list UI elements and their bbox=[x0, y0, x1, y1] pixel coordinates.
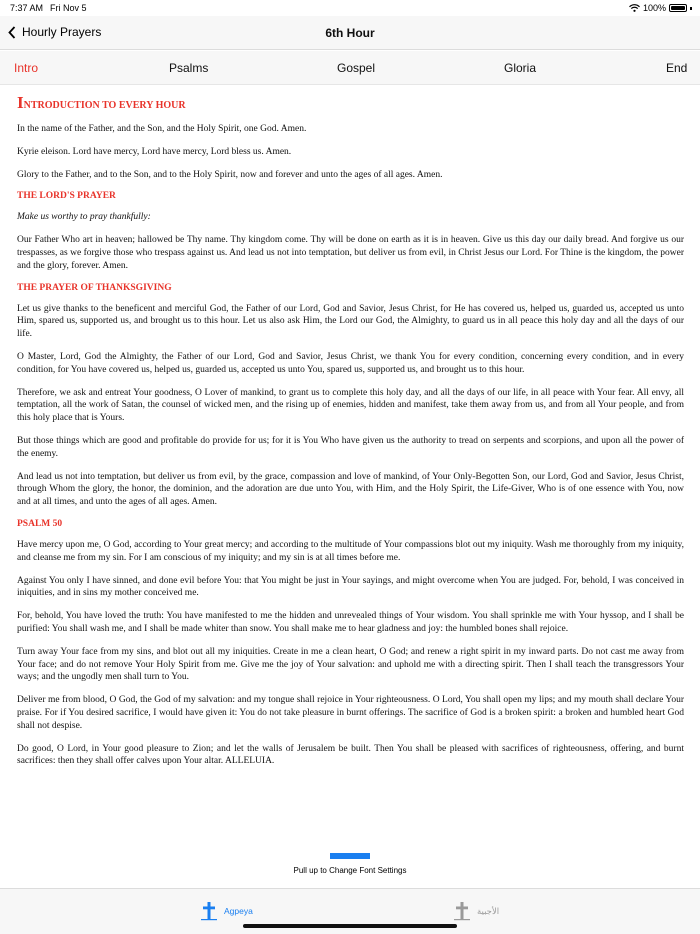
font-settings-drag-handle[interactable] bbox=[330, 853, 370, 859]
tab-agpeya-label: Agpeya bbox=[224, 906, 253, 916]
psalm-heading: PSALM 50 bbox=[17, 518, 63, 529]
tab-arabic-label: الأجبية bbox=[477, 905, 500, 916]
tab-gospel[interactable]: Gospel bbox=[337, 61, 376, 75]
navigation-bar bbox=[0, 16, 700, 50]
lords-prayer-intro: Make us worthy to pray thankfully: bbox=[17, 212, 151, 223]
tab-end[interactable]: End bbox=[666, 61, 688, 75]
battery-cap bbox=[690, 7, 692, 10]
heading-rest: NTRODUCTION TO EVERY HOUR bbox=[23, 100, 186, 111]
status-right bbox=[629, 3, 692, 13]
status-date: Fri Nov 5 bbox=[50, 3, 87, 13]
home-indicator[interactable] bbox=[243, 924, 457, 928]
tab-psalms[interactable]: Psalms bbox=[169, 61, 209, 75]
paragraph: Kyrie eleison. Lord have mercy, Lord have mercy, Lord bless us. Amen. bbox=[17, 146, 292, 157]
cross-icon bbox=[453, 901, 471, 921]
paragraph: Our Father Who art in heaven; hallowed be Thy name. Thy kingdom come. Thy will be done on earth as it is in heaven. Give us this day our daily bread. And forgive us our trespasses, as we forgive those who trespass against us. And lead us not into temptation, but deliver us from evil, in Christ Jesus our Lord. For Thine is the kingdom, the power and the glory, forever. Amen. bbox=[17, 235, 684, 271]
status-time: 7:37 AM bbox=[10, 3, 44, 13]
paragraph: O Master, Lord, God the Almighty, the Father of our Lord, God and Savior, Jesus Christ, we thank You for every condition, concerning every condition, and in every condition, for You have covered us, helped us, guarded us, accepted us unto You, spared us, supported us, and brought us to this hour. bbox=[17, 351, 684, 375]
introduction-heading bbox=[17, 93, 684, 113]
paragraph: Deliver me from blood, O God, the God of my salvation: and my tongue shall rejoice in Your righteousness. O Lord, You shall open my lips; and my mouth shall declare Your praise. For if You desired sacrifice, I would have given it: You do not take pleasure in burnt offerings. The sacrifice of God is a broken spirit: a broken and humbled heart God shall not despise. bbox=[17, 695, 684, 731]
tab-arabic-agpeya[interactable] bbox=[453, 901, 499, 921]
paragraph: But those things which are good and profitable do provide for us; for it is You Who have given us the authority to tread on serpents and scorpions, and upon all the power of the enemy. bbox=[17, 435, 684, 459]
lords-prayer-heading: THE LORD'S PRAYER bbox=[17, 191, 116, 202]
section-tabs bbox=[0, 51, 700, 85]
tab-gloria[interactable]: Gloria bbox=[504, 61, 537, 75]
paragraph: Do good, O Lord, in Your good pleasure to Zion; and let the walls of Jerusalem be built. Then You shall be pleased with sacrifices of righteousness, offering, and burnt sacrifices: then they shall offer calves upon Your altar. ALLELUIA. bbox=[17, 743, 684, 767]
tab-agpeya[interactable] bbox=[200, 901, 253, 921]
pull-up-hint: Pull up to Change Font Settings bbox=[293, 866, 407, 875]
battery-icon bbox=[669, 4, 687, 12]
paragraph: And lead us not into temptation, but deliver us from evil, by the grace, compassion and love of mankind, of Your Only-Begotten Son, our Lord, God and Savior, Jesus Christ, through Whom the glory, the honor, the dominion, and the adoration are due unto You, with Him, and the Holy Spirit, the Life-Giver, Who is of one essence with You, now and at all times, and unto the ages of all ages. Amen. bbox=[17, 471, 684, 508]
paragraph: Turn away Your face from my sins, and blot out all my iniquities. Create in me a clean heart, O God; and renew a right spirit in my inward parts. Do not cast me away from Your face; and do not remove Your Holy Spirit from me. Give me the joy of Your salvation: and uphold me with a directing spirit. Then I shall teach the transgressors Your ways; and the ungodly men shall turn to You. bbox=[17, 646, 684, 683]
paragraph: Have mercy upon me, O God, according to Your great mercy; and according to the multitude of Your compassions blot out my iniquity. Wash me thoroughly from my iniquity, and cleanse me from my sin. For I am conscious of my iniquity; and my sin is at all times before me. bbox=[17, 539, 684, 563]
paragraph: Against You only I have sinned, and done evil before You: that You might be just in Your sayings, and might overcome when You are judged. For, behold, I was conceived in iniquities, and in sins my mother conceived me. bbox=[17, 575, 684, 599]
page-title: 6th Hour bbox=[325, 26, 375, 40]
heading-initial: I bbox=[17, 93, 24, 112]
paragraph: In the name of the Father, and the Son, and the Holy Spirit, one God. Amen. bbox=[17, 124, 307, 134]
cross-icon bbox=[200, 901, 218, 921]
paragraph: Therefore, we ask and entreat Your goodness, O Lover of mankind, to grant us to complete this holy day, and all the days of our life, in all peace with Your fear. All envy, all temptation, all the work of Satan, the counsel of wicked men, and the rising up of enemies, hidden and manifest, take them away from us, and from all Your people, and from this holy place that is Yours. bbox=[17, 387, 684, 424]
paragraph: Glory to the Father, and to the Son, and to the Holy Spirit, now and forever and unto the ages of all ages. Amen. bbox=[17, 169, 443, 180]
battery-percent: 100% bbox=[642, 3, 666, 13]
wifi-icon bbox=[629, 4, 640, 12]
status-bar bbox=[0, 0, 700, 16]
paragraph: For, behold, You have loved the truth: You have manifested to me the hidden and unrevealed things of Your wisdom. You shall sprinkle me with Your hyssop, and I shall be purified: You shall wash me, and I shall be made whiter than snow. You shall make me to hear gladness and joy: the humbled bones shall rejoice. bbox=[17, 611, 684, 634]
paragraph: Let us give thanks to the beneficent and merciful God, the Father of our Lord, God and Savior, Jesus Christ, for He has covered us, helped us, guarded us, accepted us unto Him, spared us, supported us, and brought us to this hour. Let us also ask Him, the Lord our God, the Almighty, to guard us in all peace this holy day and all the days of our life. bbox=[17, 303, 684, 340]
back-label: Hourly Prayers bbox=[22, 25, 102, 39]
thanksgiving-heading: THE PRAYER OF THANKSGIVING bbox=[17, 282, 172, 293]
tab-intro[interactable]: Intro bbox=[14, 61, 39, 75]
prayer-content[interactable] bbox=[17, 93, 684, 778]
